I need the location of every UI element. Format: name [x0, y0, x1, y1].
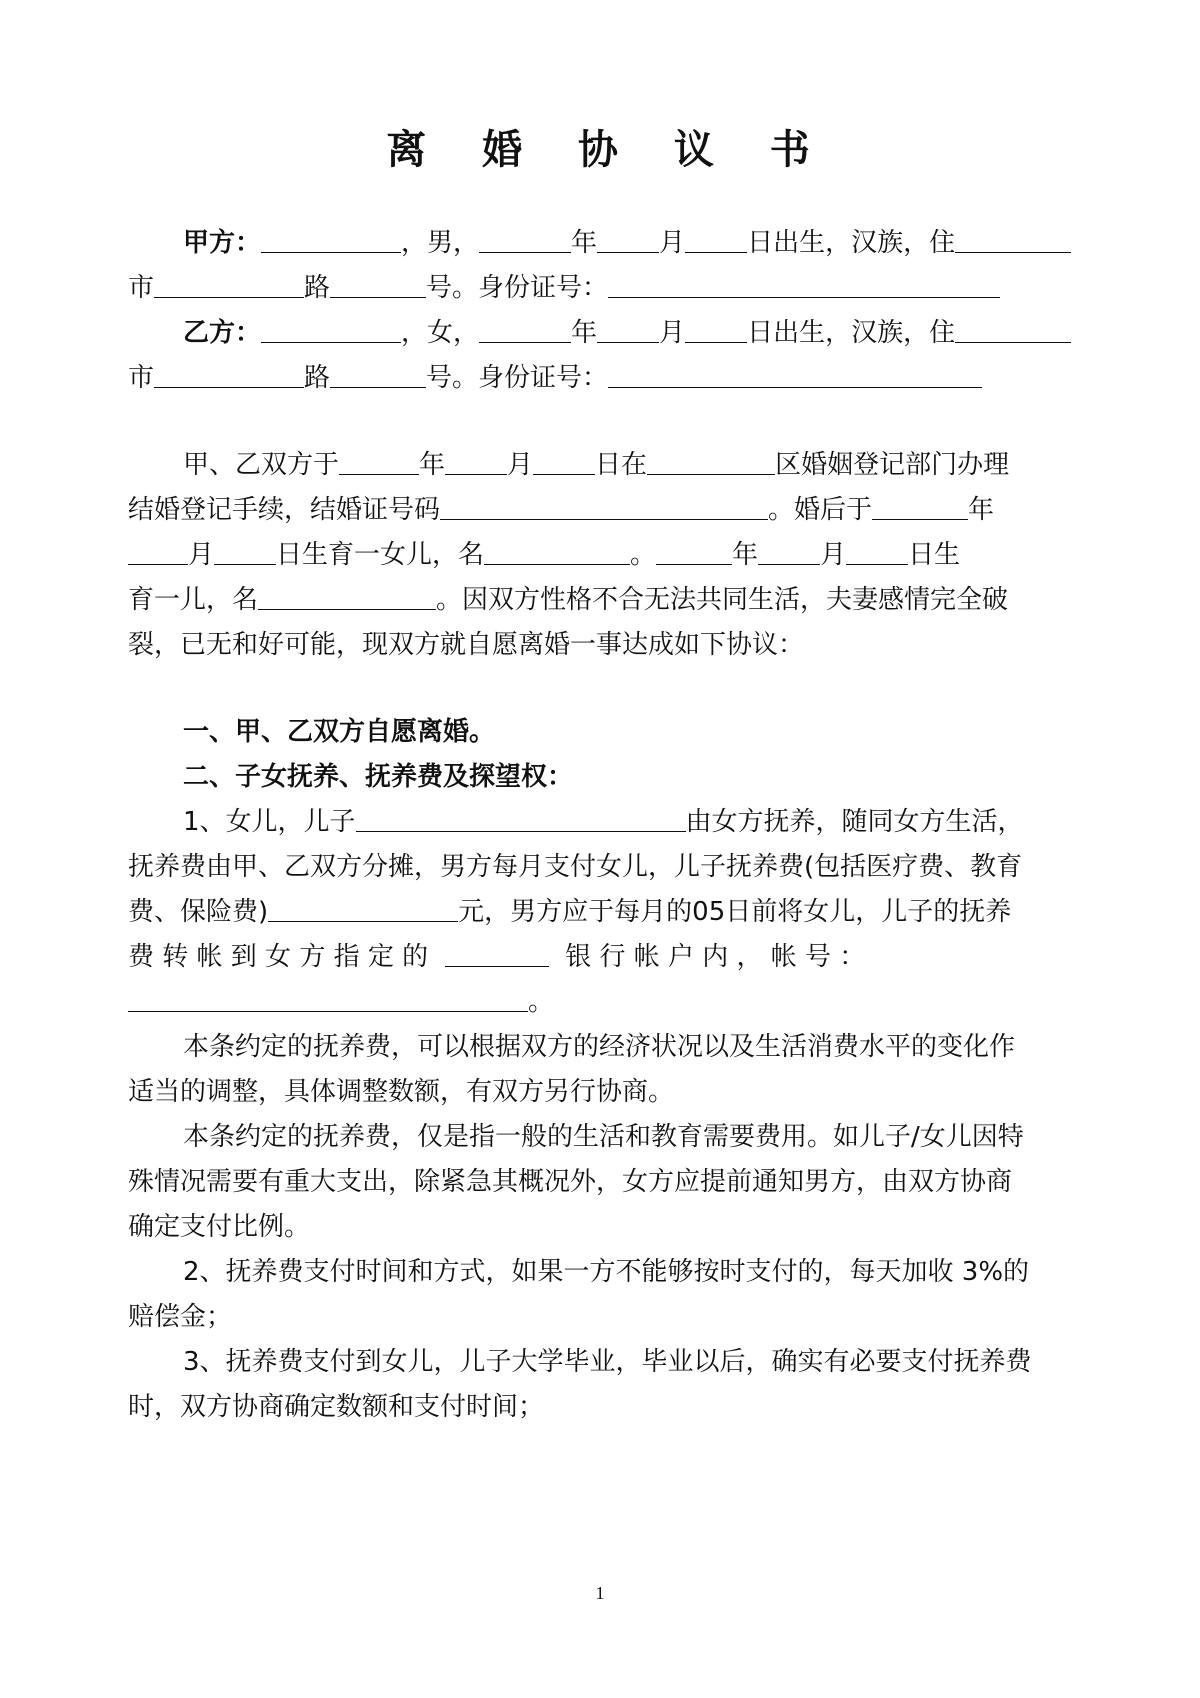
document-title: 离 婚 协 议 书 [386, 127, 814, 173]
party-b-text: 日出生，汉族，住 [747, 318, 956, 348]
general-line-3: 确定支付比例。 [128, 1212, 311, 1242]
clause-1-text: 。 [528, 987, 555, 1017]
marriage-text: 月 [820, 540, 847, 570]
adjust-line-2: 适当的调整，具体调整数额，有双方另行协商。 [128, 1077, 675, 1107]
party-b-city-blank[interactable] [154, 357, 304, 388]
account-number-blank[interactable] [128, 981, 528, 1012]
party-a-city-blank[interactable] [154, 267, 304, 298]
daughter-birth-day-blank[interactable] [214, 534, 276, 565]
party-a-name-blank[interactable] [261, 222, 401, 253]
party-b-birth-month-blank[interactable] [597, 312, 659, 343]
clause-1-text: 银 行 帐 户 内 ， 帐 号 ： [565, 942, 866, 972]
party-a-road-blank[interactable] [330, 267, 426, 298]
marriage-text: 。因双方性格不合无法共同生活，夫妻感情完全破 [436, 585, 1009, 615]
party-a-address-blank[interactable] [955, 222, 1071, 253]
party-a-text: 号。身份证号： [426, 273, 609, 303]
marriage-text: 日在 [595, 450, 648, 480]
party-b-line-1 [183, 309, 1093, 357]
marriage-text: 年 [968, 495, 995, 525]
party-b-birth-year-blank[interactable] [479, 312, 571, 343]
party-b-text: 月 [659, 318, 686, 348]
page-number: 1 [595, 1583, 605, 1603]
party-b-name-blank[interactable] [261, 312, 401, 343]
clause-2-line-1: 2、抚养费支付时间和方式，如果一方不能够按时支付的，每天加收 3%的 [183, 1257, 1030, 1287]
clause-1-line-5 [128, 978, 1093, 1026]
marriage-text: 甲、乙双方于 [183, 450, 340, 480]
party-a-text: ，男， [401, 228, 480, 258]
clause-1-text: 费 转 帐 到 女 方 指 定 的 [128, 942, 429, 972]
clause-3-line-2: 时，双方协商确定数额和支付时间； [128, 1392, 545, 1422]
marriage-text: 月 [188, 540, 215, 570]
son-birth-month-blank[interactable] [758, 534, 820, 565]
marriage-text: 年 [419, 450, 446, 480]
section-heading-2: 二、子女抚养、抚养费及探望权： [183, 762, 574, 792]
bank-name-blank[interactable] [445, 936, 549, 967]
clause-1-text: 元，男方应于每月的05日前将女儿，儿子的抚养 [458, 897, 1012, 927]
party-b-road-blank[interactable] [330, 357, 426, 388]
party-a-text: 年 [571, 228, 598, 258]
party-a-line-1 [183, 219, 1093, 267]
son-birth-day-blank[interactable] [846, 534, 908, 565]
marriage-text: 年 [732, 540, 759, 570]
clause-1-line-3 [128, 888, 1093, 936]
general-line-2: 殊情况需要有重大支出，除紧急其概况外，女方应提前通知男方，由双方协商 [128, 1167, 1013, 1197]
party-a-birth-year-blank[interactable] [479, 222, 571, 253]
party-b-address-blank[interactable] [955, 312, 1071, 343]
daughter-birth-year-blank[interactable] [872, 489, 968, 520]
marriage-certificate-blank[interactable] [440, 489, 768, 520]
marriage-year-blank[interactable] [339, 444, 419, 475]
marriage-text: 结婚登记手续，结婚证号码 [128, 495, 441, 525]
party-b-text: 号。身份证号： [426, 363, 609, 393]
marriage-line-3 [128, 531, 1093, 579]
son-birth-year-blank[interactable] [656, 534, 732, 565]
daughter-birth-month-blank[interactable] [128, 534, 188, 565]
party-a-text: 月 [659, 228, 686, 258]
party-b-text: 路 [304, 363, 331, 393]
party-a-birth-day-blank[interactable] [685, 222, 747, 253]
marriage-line-1 [183, 441, 1093, 489]
clause-1-text: 由女方抚养，随同女方生活， [685, 807, 1024, 837]
clause-1-text: 1、女儿，儿子 [183, 807, 356, 837]
party-b-id-number-blank[interactable] [608, 357, 982, 388]
clause-1-line-1 [183, 798, 1093, 846]
party-b-line-2 [128, 354, 1093, 402]
clause-2-line-2: 赔偿金； [128, 1302, 233, 1332]
party-a-line-2 [128, 264, 1093, 312]
party-a-id-number-blank[interactable] [608, 267, 1000, 298]
marriage-text: 日生 [908, 540, 961, 570]
marriage-text: 月 [507, 450, 534, 480]
party-a-text: 市 [128, 273, 155, 303]
party-b-birth-day-blank[interactable] [685, 312, 747, 343]
party-b-text: 年 [571, 318, 598, 348]
general-line-1: 本条约定的抚养费，仅是指一般的生活和教育需要费用。如儿子/女儿因特 [183, 1122, 1024, 1152]
party-a-text: 路 [304, 273, 331, 303]
party-b-text: ，女， [401, 318, 480, 348]
marriage-text: 。 [630, 540, 657, 570]
adjust-line-1: 本条约定的抚养费，可以根据双方的经济状况以及生活消费水平的变化作 [183, 1032, 1016, 1062]
party-a-label: 甲方： [183, 228, 262, 258]
clause-3-line-1: 3、抚养费支付到女儿，儿子大学毕业，毕业以后，确实有必要支付抚养费 [183, 1347, 1032, 1377]
party-b-text: 市 [128, 363, 155, 393]
party-b-label: 乙方： [183, 318, 262, 348]
marriage-text: 育一儿，名 [128, 585, 259, 615]
clause-1-text: 费、保险费) [128, 897, 269, 927]
daughter-name-blank[interactable] [484, 534, 630, 565]
marriage-line-4 [128, 576, 1093, 624]
marriage-text: 区婚姻登记部门办理 [775, 450, 1010, 480]
support-amount-blank[interactable] [268, 891, 458, 922]
marriage-line-2 [128, 486, 1093, 534]
son-name-blank[interactable] [258, 579, 436, 610]
party-a-birth-month-blank[interactable] [597, 222, 659, 253]
marriage-month-blank[interactable] [445, 444, 507, 475]
marriage-line-5: 裂，已无和好可能，现双方就自愿离婚一事达成如下协议： [128, 630, 805, 660]
marriage-day-blank[interactable] [533, 444, 595, 475]
section-heading-1: 一、甲、乙双方自愿离婚。 [183, 717, 496, 747]
party-a-text: 日出生，汉族，住 [747, 228, 956, 258]
children-name-blank[interactable] [356, 801, 686, 832]
clause-1-line-2: 抚养费由甲、乙双方分摊，男方每月支付女儿，儿子抚养费(包括医疗费、教育 [128, 852, 1023, 882]
marriage-text: 。婚后于 [768, 495, 873, 525]
clause-1-line-4 [128, 933, 1093, 981]
marriage-district-blank[interactable] [647, 444, 775, 475]
marriage-text: 日生育一女儿，名 [276, 540, 485, 570]
